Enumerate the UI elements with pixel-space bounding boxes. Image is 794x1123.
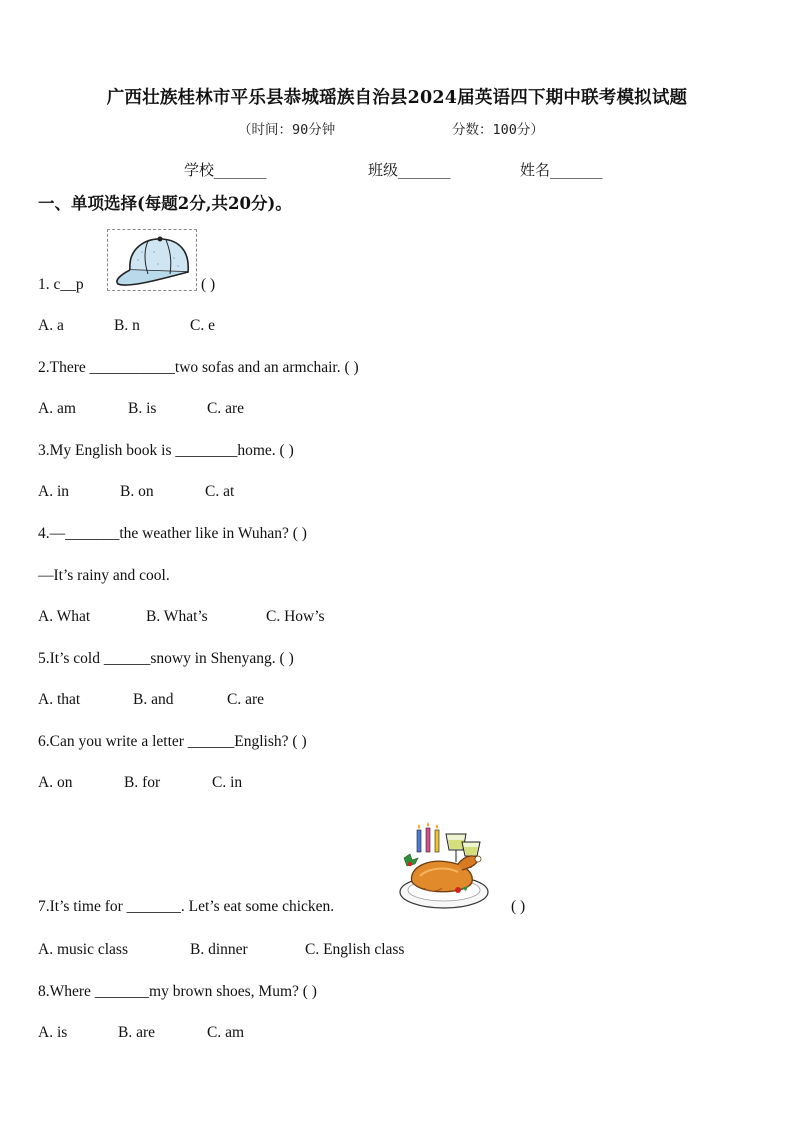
question-5-option-c: C. are: [227, 691, 265, 708]
exam-score: 分数：100分）: [452, 122, 544, 138]
question-4-option-c: C. How’s: [266, 608, 325, 625]
question-2-option-b: B. is: [128, 400, 157, 417]
question-7-option-c: C. English class: [305, 941, 405, 958]
question-5-stem: 5.It’s cold ______snowy in Shenyang. ( ): [38, 650, 294, 667]
question-7-answer-blank: ( ): [511, 898, 526, 915]
question-1-stem: 1. c__p: [38, 276, 84, 293]
question-8-stem: 8.Where _______my brown shoes, Mum? ( ): [38, 983, 317, 1000]
section-title: 一、单项选择(每题2分,共20分)。: [38, 194, 292, 213]
question-7-option-b: B. dinner: [190, 941, 248, 958]
question-2-option-c: C. are: [207, 400, 245, 417]
exam-time: （时间：90分钟: [238, 122, 336, 138]
question-3-stem: 3.My English book is ________home. ( ): [38, 442, 294, 459]
question-3-option-b: B. on: [120, 483, 154, 500]
question-4-reply: —It’s rainy and cool.: [38, 567, 170, 584]
question-4-option-b: B. What’s: [146, 608, 208, 625]
name-field: 姓名_______: [520, 161, 603, 179]
question-2-option-a: A. am: [38, 400, 76, 417]
exam-title: 广西壮族桂林市平乐县恭城瑶族自治县2024届英语四下期中联考模拟试题: [106, 88, 688, 108]
question-6-option-b: B. for: [124, 774, 161, 791]
question-1-option-b: B. n: [114, 317, 140, 334]
question-8-option-c: C. am: [207, 1024, 245, 1041]
question-6-option-c: C. in: [212, 774, 243, 791]
question-4-option-a: A. What: [38, 608, 91, 625]
question-4-stem: 4.—_______the weather like in Wuhan? ( ): [38, 525, 307, 542]
question-6-option-a: A. on: [38, 774, 73, 791]
question-8-option-b: B. are: [118, 1024, 156, 1041]
question-3-option-a: A. in: [38, 483, 69, 500]
cap-icon: [108, 230, 196, 290]
question-5-option-b: B. and: [133, 691, 174, 708]
class-field: 班级_______: [368, 161, 451, 179]
question-7-option-a: A. music class: [38, 941, 128, 958]
question-1-option-c: C. e: [190, 317, 215, 334]
question-8-option-a: A. is: [38, 1024, 68, 1041]
question-1-option-a: A. a: [38, 317, 64, 334]
roast-chicken-icon: [398, 820, 496, 912]
cap-picture: [107, 229, 197, 291]
question-3-option-c: C. at: [205, 483, 235, 500]
question-2-stem: 2.There ___________two sofas and an armchair. ( ): [38, 359, 359, 376]
question-6-stem: 6.Can you write a letter ______English? ( ): [38, 733, 307, 750]
school-field: 学校_______: [184, 161, 267, 179]
question-1-answer-blank: ( ): [201, 276, 216, 293]
question-7-stem: 7.It’s time for _______. Let’s eat some chicken.: [38, 898, 335, 915]
question-5-option-a: A. that: [38, 691, 81, 708]
roast-chicken-picture: [398, 820, 496, 912]
